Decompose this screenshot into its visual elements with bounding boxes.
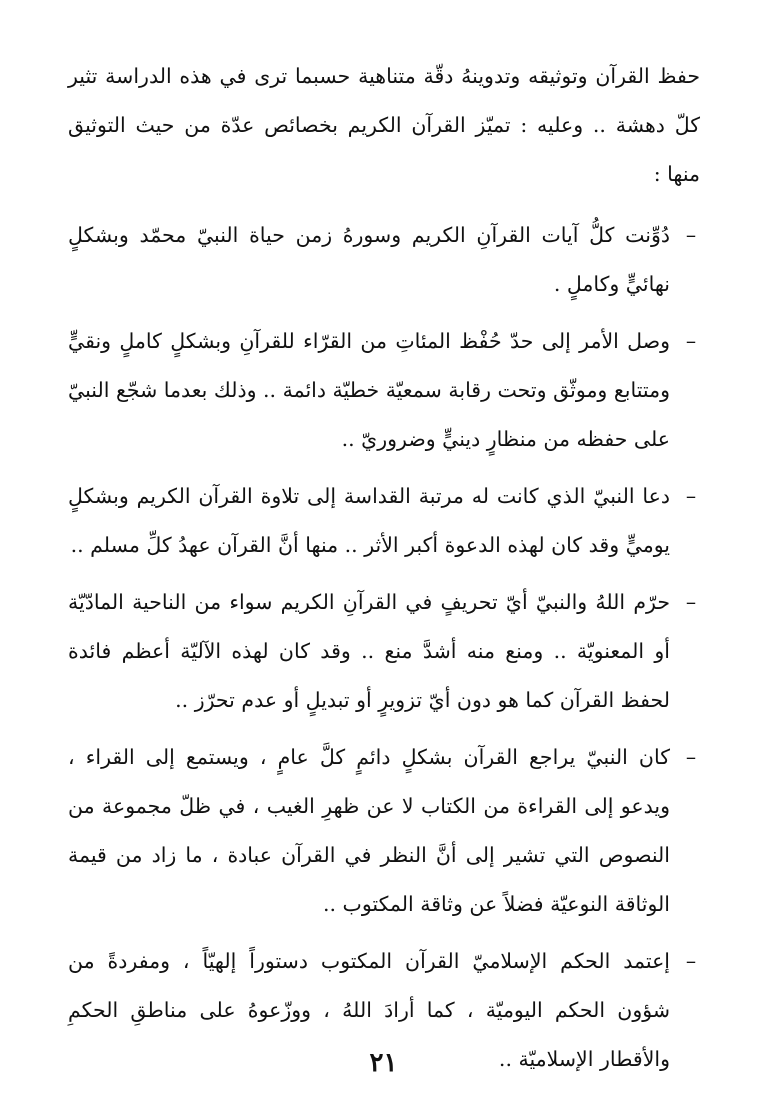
list-item-text: إعتمد الحكم الإسلاميّ القرآن المكتوب دستوراً إلهيّاً ، ومفردةً من شؤون الحكم اليوميّة ، كما أرادَ اللهُ ، ووزّعوهُ على مناطقِ الحكمِ والأقطار الإسلاميّة .. (68, 949, 670, 1071)
bullet-dash: – (685, 484, 697, 508)
bullet-dash: – (685, 745, 697, 769)
characteristics-list (68, 211, 700, 1084)
list-item (68, 733, 700, 929)
bullet-dash: – (685, 329, 697, 353)
bullet-dash: – (685, 223, 697, 247)
list-item (68, 211, 700, 309)
page-body (68, 52, 700, 1092)
list-item (68, 578, 700, 725)
list-item-text: دُوِّنت كلُّ آيات القرآنِ الكريم وسورهُ زمن حياة النبيّ محمّد وبشكلٍ نهائيٍّ وكاملٍ . (68, 223, 670, 296)
page-number: ٢١ (369, 1048, 398, 1078)
list-item (68, 472, 700, 570)
list-item (68, 317, 700, 464)
list-item-text: وصل الأمر إلى حدّ حُفْظ المئاتِ من القرّاء للقرآنِ وبشكلٍ كاملٍ ونقيٍّ ومتتابع وموثّق وتحت رقابة سمعيّة خطيّة دائمة .. وذلك بعدما شجّع النبيّ على حفظه من منظارٍ دينيٍّ وضروريّ .. (68, 329, 670, 451)
list-item-text: كان النبيّ يراجع القرآن بشكلٍ دائمٍ كلَّ عامٍ ، ويستمع إلى القراء ، ويدعو إلى القراءة من الكتاب لا عن ظهرِ الغيب ، في ظلّ مجموعة من النصوص التي تشير إلى أنَّ النظر في القرآن عبادة ، ما زاد من قيمة الوثاقة النوعيّة فضلاً عن وثاقة المكتوب .. (68, 745, 670, 916)
bullet-dash: – (685, 949, 697, 973)
list-item-text: دعا النبيّ الذي كانت له مرتبة القداسة إلى تلاوة القرآن الكريم وبشكلٍ يوميٍّ وقد كان لهذه الدعوة أكبر الأثر .. منها أنَّ القرآن عهدُ كلِّ مسلم .. (68, 484, 670, 557)
bullet-dash: – (685, 590, 697, 614)
intro-paragraph: حفظ القرآن وتوثيقه وتدوينهُ دقّة متناهية حسبما ترى في هذه الدراسة تثير كلّ دهشة .. وعليه : تميّز القرآن الكريم بخصائص عدّة من حيث التوثيق منها : (68, 64, 700, 186)
list-item-text: حرّم اللهُ والنبيّ أيّ تحريفٍ في القرآنِ الكريم سواء من الناحية المادّيّة أو المعنويّة .. ومنع منه أشدَّ منع .. وقد كان لهذه الآليّة أعظم فائدة لحفظ القرآن كما هو دون أيّ تزويرٍ أو تبديلٍ أو عدم تحرّز .. (68, 590, 670, 712)
